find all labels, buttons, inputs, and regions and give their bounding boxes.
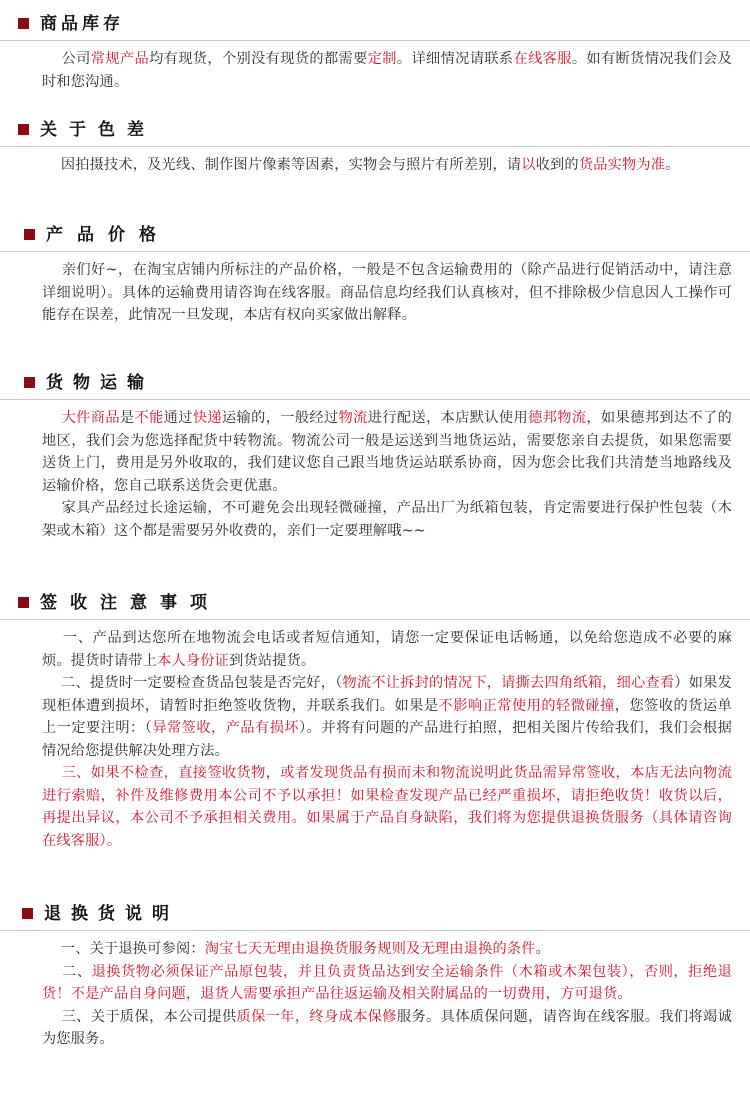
- square-bullet-icon: [18, 597, 29, 608]
- highlight-text: 淘宝七天无理由退换货服务规则及无理由退换的条件: [204, 941, 536, 957]
- text: 三、关于质保，本公司提供: [42, 1008, 237, 1025]
- paragraph: [42, 938, 732, 961]
- section-inventory: [0, 10, 750, 90]
- highlight-text: 物流: [338, 410, 368, 426]
- section-title: 关于色差: [40, 120, 156, 140]
- paragraph: [42, 961, 732, 1006]
- text: 。: [617, 986, 632, 1002]
- highlight-text: 异常签收，产品有损坏: [152, 720, 300, 736]
- section-body: [42, 154, 732, 177]
- highlight-text: 在线客服: [513, 51, 572, 67]
- text: 。详细情况请联系: [396, 51, 514, 67]
- highlight-text: 质保一年，终身成本保修: [236, 1008, 397, 1025]
- square-bullet-icon: [18, 18, 29, 29]
- text: 一、关于退换可参阅：: [42, 941, 205, 957]
- divider: [0, 399, 750, 400]
- section-title: 货物运输: [46, 373, 154, 393]
- text: [42, 410, 62, 426]
- section-header: [0, 589, 750, 617]
- divider: [0, 619, 750, 620]
- square-bullet-icon: [24, 377, 35, 388]
- section-header: [0, 116, 750, 144]
- highlight-text: 货品实物为准: [578, 157, 666, 173]
- section-shipping: [0, 369, 750, 539]
- text: ，如果德邦到达不了的地区，我们会为您选择配货中转物流。物流公司一般是运送到当地货运站，需要您亲自去提货，如果您需要送货上门，费用是另外收取的，我们建议您自己跟当地货运站联系协商，因为您会比我们共清楚当地路线及运输价格，您自己联系送货会更优惠。: [42, 410, 732, 494]
- section-title: 退换货说明: [44, 904, 179, 924]
- text: 进行配送，本店默认使用: [367, 410, 529, 426]
- text: 二、: [42, 963, 92, 980]
- highlight-text: 常规产品: [90, 51, 150, 67]
- text: 到货站提货。: [229, 652, 316, 669]
- highlight-text: 快递: [192, 410, 222, 426]
- section-header: [0, 10, 750, 38]
- text: 运输的，一般经过: [221, 410, 339, 426]
- highlight-text: 以: [521, 157, 536, 173]
- highlight-text: 不能: [134, 410, 164, 426]
- text: 是: [119, 410, 135, 426]
- highlight-text: 大件商品: [61, 410, 120, 426]
- text: 均有现货，个别没有现货的都需要: [149, 51, 368, 67]
- highlight-text: 不影响正常使用的轻微碰撞: [438, 697, 615, 714]
- paragraph: [42, 497, 732, 542]
- text: 亲们好~，在淘宝店铺内所标注的产品价格，一般是不包含运输费用的（除产品进行促销活动中，请注意详细说明）。具体的运输费用请咨询在线客服。商品信息均经我们认真核对，但不排除极少信息因人工操作可能存在误差，此情况一旦发现，本店有权向买家做出解释。: [42, 262, 732, 323]
- text: 家具产品经过长途运输，不可避免会出现轻微碰撞，产品出厂为纸箱包装，肯定需要进行保护性包装（木架或木箱）这个都是需要另外收费的，亲们一定要理解哦~~: [42, 500, 732, 539]
- square-bullet-icon: [24, 229, 35, 240]
- section-body: [42, 627, 732, 852]
- highlight-text: 退换货物必须保证产品原包装，并且负责货品达到安全运输条件（木箱或木架包装），否则，拒绝退货！不是产品自身问题，退货人需要承担产品往返运输及相关附属品的一切费用，方可退货: [42, 963, 732, 1002]
- divider: [0, 251, 750, 252]
- text: 。如有断货情况我们会及时和您沟通。: [42, 51, 732, 90]
- text: 。: [665, 157, 680, 173]
- text: ，您签收的货运单上一定要注明：（: [42, 697, 732, 736]
- text: ）如果发现柜体遭到损坏，请暂时拒绝签收货物，并联系我们。如果是: [42, 675, 732, 714]
- section-body: [42, 938, 732, 1051]
- paragraph: [42, 407, 732, 497]
- section-body: [42, 259, 732, 327]
- paragraph: [42, 672, 732, 762]
- paragraph: [42, 627, 732, 672]
- section-header: [0, 221, 750, 249]
- paragraph: [42, 48, 732, 93]
- square-bullet-icon: [18, 124, 29, 135]
- section-title: 产品价格: [46, 225, 170, 245]
- highlight-text: 三、如果不检查，直接签收货物，或者发现货品有损而未和物流说明此货品需异常签收，本店无法向物流进行索赔，补件及维修费用本公司不予以承担！如果检查发现产品已经严重损坏，请拒绝收货！收货以后，再提出异议，本公司不予承担相关费用。如果属于产品自身缺陷，我们将为您提供退换货服务（具体请咨询在线客服）。: [42, 765, 732, 849]
- highlight-text: 定制: [367, 51, 397, 67]
- section-header: [0, 900, 750, 928]
- text: 一、产品到达您所在地物流会电话或者短信通知，请您一定要保证电话畅通，以免给您造成不必要的麻烦。提货时请带上: [42, 630, 732, 669]
- text: 公司: [42, 51, 91, 67]
- paragraph: [42, 259, 732, 327]
- paragraph: [42, 1006, 732, 1051]
- section-body: [42, 48, 732, 93]
- section-title: 商品库存: [40, 14, 124, 34]
- highlight-text: 本人身份证: [157, 652, 230, 669]
- divider: [0, 40, 750, 41]
- text: 二、提货时一定要检查货品包装是否完好，（: [42, 675, 343, 691]
- text: 服务。具体质保问题，请咨询在线客服。我们将竭诚为您服务。: [42, 1008, 732, 1047]
- text: 因拍摄技术，及光线、制作图片像素等因素，实物会与照片有所差别，请: [42, 157, 522, 173]
- square-bullet-icon: [22, 908, 33, 919]
- divider: [0, 930, 750, 931]
- section-product-price: [0, 221, 750, 323]
- text: 通过: [163, 410, 193, 426]
- text: ）。并将有问题的产品进行拍照，把相关图片传给我们，我们会根据情况给您提供解决处理方法。: [42, 720, 732, 759]
- paragraph: [42, 154, 732, 177]
- divider: [0, 146, 750, 147]
- section-body: [42, 407, 732, 542]
- text: 。: [535, 941, 551, 957]
- highlight-text: 物流不让拆封的情况下，请撕去四角纸箱，细心查看: [342, 675, 675, 691]
- section-title: 签收注意事项: [40, 593, 220, 613]
- section-delivery-notes: [0, 589, 750, 849]
- highlight-text: 德邦物流: [528, 410, 587, 426]
- section-returns: [0, 900, 750, 1047]
- text: 收到的: [535, 157, 579, 173]
- section-header: [0, 369, 750, 397]
- paragraph: [42, 762, 732, 852]
- section-color-difference: [0, 116, 750, 173]
